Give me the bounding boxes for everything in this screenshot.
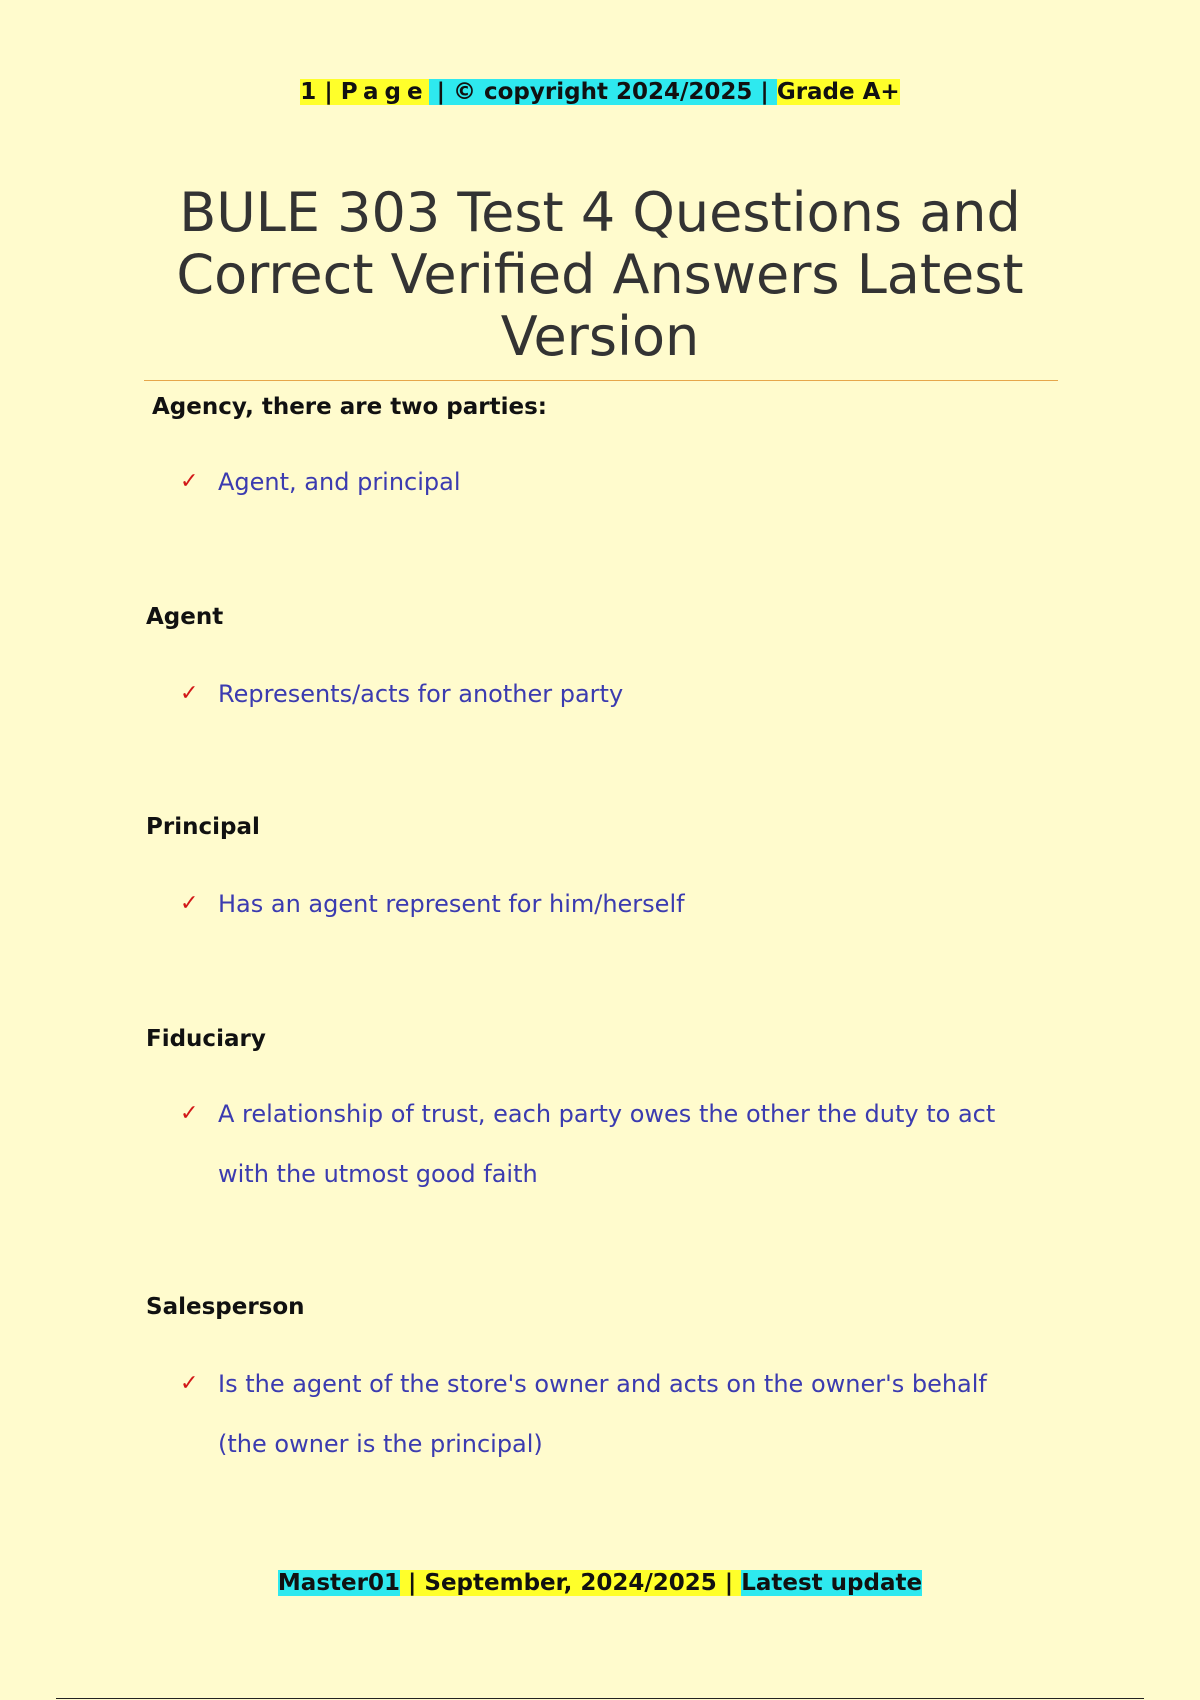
check-mark-icon: ✓	[180, 891, 199, 916]
title-divider	[144, 380, 1058, 381]
answer-1-text: Agent, and principal	[218, 468, 461, 496]
check-mark-icon: ✓	[180, 1101, 199, 1126]
answer-3	[180, 874, 1040, 934]
answer-4-text: A relationship of trust, each party owes the other the duty to act with the utmost good faith	[218, 1100, 996, 1188]
answer-2	[180, 664, 1040, 724]
footer-update: Latest update	[741, 1570, 923, 1596]
page-footer	[0, 1565, 1200, 1601]
page-number-highlight	[300, 79, 428, 105]
bottom-divider	[56, 1698, 1144, 1699]
check-mark-icon: ✓	[180, 681, 199, 706]
copyright-highlight	[429, 79, 777, 105]
question-1: Agency, there are two parties:	[152, 394, 547, 420]
question-4: Fiduciary	[146, 1026, 266, 1052]
question-2: Agent	[146, 604, 224, 630]
document-title: BULE 303 Test 4 Questions and Correct Verified Answers Latest Version	[176, 181, 1024, 368]
check-mark-icon: ✓	[180, 469, 199, 494]
header-separator: |	[428, 79, 453, 105]
question-3: Principal	[146, 814, 260, 840]
copyright-text: © copyright 2024/2025	[452, 79, 753, 105]
answer-2-text: Represents/acts for another party	[218, 680, 624, 708]
footer-author: Master01	[277, 1570, 400, 1596]
header-separator: |	[316, 79, 341, 105]
grade-badge: Grade A+	[776, 79, 900, 105]
page-number: 1	[300, 79, 317, 105]
answer-1	[180, 452, 1040, 512]
check-mark-icon: ✓	[180, 1371, 199, 1396]
page-word: Page	[340, 79, 429, 105]
question-5: Salesperson	[146, 1294, 305, 1320]
page-header	[0, 74, 1200, 110]
header-separator: |	[752, 79, 777, 105]
footer-date-highlight: | September, 2024/2025 |	[399, 1570, 742, 1596]
answer-5-text: Is the agent of the store's owner and acts on the owner's behalf (the owner is the principal)	[218, 1370, 987, 1458]
footer-date: September, 2024/2025	[424, 1570, 717, 1596]
answer-3-text: Has an agent represent for him/herself	[218, 890, 685, 918]
answer-5	[180, 1354, 1040, 1474]
answer-4	[180, 1084, 1040, 1204]
